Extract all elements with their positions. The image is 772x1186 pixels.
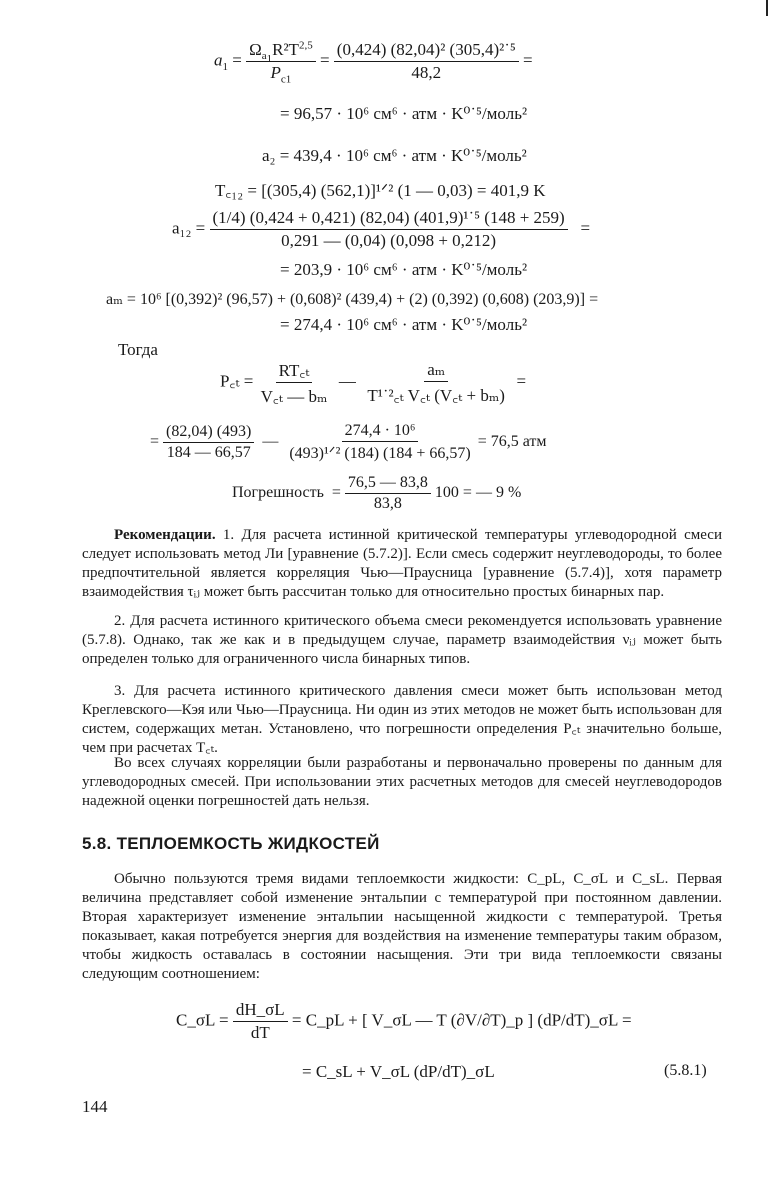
- section-heading: 5.8. ТЕПЛОЕМКОСТЬ ЖИДКОСТЕЙ: [82, 834, 380, 853]
- equation-pct-numeric: = $\frac{(82,04) (493)}{184 — 66,57}$ — $\frac{\text{274,4 · 10⁶}}{\text{(493)¹ᐟ² (184) (184 + 66,57)}}$ = 76,5 атм: [150, 422, 547, 462]
- equation-pct: P꜀ₜ = $\frac{\text{RT꜀ₜ}}{\text{V꜀ₜ — bₘ}}$ — $\frac{\text{aₘ}}{\text{T¹˙²꜀ₜ V꜀ₜ (V꜀ₜ + bₘ)}}$ =: [220, 359, 527, 406]
- a12-denominator: 0,291 — (0,04) (0,098 + 0,212): [281, 231, 497, 250]
- page-number: 144: [82, 1097, 108, 1116]
- equation-number: (5.8.1): [664, 1062, 707, 1079]
- equation-error: Погрешность = $\frac{76,5 — 83,8}{83,8}$ 100 = — 9 %: [232, 474, 522, 512]
- recommendation-1: Рекомендации. 1. Для расчета истинной критической температуры углеводородной смеси следует использовать метод Ли [уравнение (5.7.2)]. Если смесь содержит неуглеводороды, то более предпочтительной является корреляция Чью—Праусница [уравнение (5.7.4)], хотя параметр взаимодействия τᵢⱼ может быть рассчитан только для относительно простых бинарных пар.: [82, 527, 722, 600]
- equation-a1: $a_1$ = $\frac{\Omega_{a_1}R^2T^{2,5}}{P_{c1}}$ = $\frac{\text{(0,424) (82,04)² (305,4)²˙⁵}}{48,2}$ =: [214, 39, 533, 86]
- recommendation-2: 2. Для расчета истинного критического объема смеси рекомендуется использовать уравнение (5.7.8). Однако, так же как и в предыдущем случае, параметр взаимодействия νᵢⱼ может быть определен только для ограниченного числа бинарных типов.: [82, 613, 722, 667]
- a1-denominator-values: 48,2: [411, 63, 442, 82]
- recommendation-note: Во всех случаях корреляции были разработаны и первоначально проверены по данным для углеводородных смесей. При использовании этих расчетных методов для смесей неуглеводородов надежной оценки погрешностей дать нельзя.: [82, 755, 722, 809]
- section-intro: Обычно пользуются тремя видами теплоемкости жидкости: C_pL, C_σL и C_sL. Первая величина представляет собой изменение энтальпии с температурой при постоянном давлении. Вторая характеризует изменение энтальпии насыщенной жидкости с температурой. Третья показывает, какая потребуется энергия для воздействия на изменение температуры таким образом, чтобы жидкость оставалась в состоянии насыщения. Эти три вида теплоемкости связаны следующим соотношением:: [82, 871, 722, 982]
- equation-5-8-1-line1: C_σL = $\frac{dH\_\sigma L}{dT}$ = C_pL + [ V_σL — T (∂V/∂T)_p ] (dP/dT)_σL =: [176, 1000, 632, 1042]
- recommendation-3: 3. Для расчета истинного критического давления смеси может быть использован метод Креглевского—Кэя или Чью—Праусница. Ни один из этих методов не может быть использован для систем, содержащих метан. Установлено, что погрешности определения P꜀ₜ значительно больше, чем при расчетах T꜀ₜ.: [82, 683, 722, 756]
- a1-numerator-values: (0,424) (82,04)² (305,4)²˙⁵: [334, 40, 519, 62]
- equation-tc12: T꜀₁₂ = [(305,4) (562,1)]¹ᐟ² (1 — 0,03) = 401,9 K: [215, 181, 546, 200]
- equation-a1-result: = 96,57 · 10⁶ см⁶ · атм · K⁰˙⁵/моль²: [280, 104, 528, 123]
- equation-a12: a₁₂ = $\frac{\text{(1/4) (0,424 + 0,421) (82,04) (401,9)¹˙⁵ (148 + 259)}}{0,291 — (0,04) (0,098 + 0,212)}$ =: [172, 208, 591, 250]
- equation-am-result: = 274,4 · 10⁶ см⁶ · атм · K⁰˙⁵/моль²: [280, 315, 528, 334]
- a12-numerator: (1/4) (0,424 + 0,421) (82,04) (401,9)¹˙⁵ (148 + 259): [210, 208, 568, 230]
- a12-lhs: a₁₂ =: [172, 218, 206, 238]
- equation-5-8-1-line2: = C_sL + V_σL (dP/dT)_σL: [302, 1062, 495, 1081]
- then-word: Тогда: [118, 340, 158, 359]
- page-edge-mark: [766, 0, 768, 16]
- equation-a12-result: = 203,9 · 10⁶ см⁶ · атм · K⁰˙⁵/моль²: [280, 260, 528, 279]
- equation-a2: a₂ = 439,4 · 10⁶ см⁶ · атм · K⁰˙⁵/моль²: [262, 146, 527, 165]
- equation-am: aₘ = 10⁶ [(0,392)² (96,57) + (0,608)² (439,4) + (2) (0,392) (0,608) (203,9)] =: [106, 291, 599, 308]
